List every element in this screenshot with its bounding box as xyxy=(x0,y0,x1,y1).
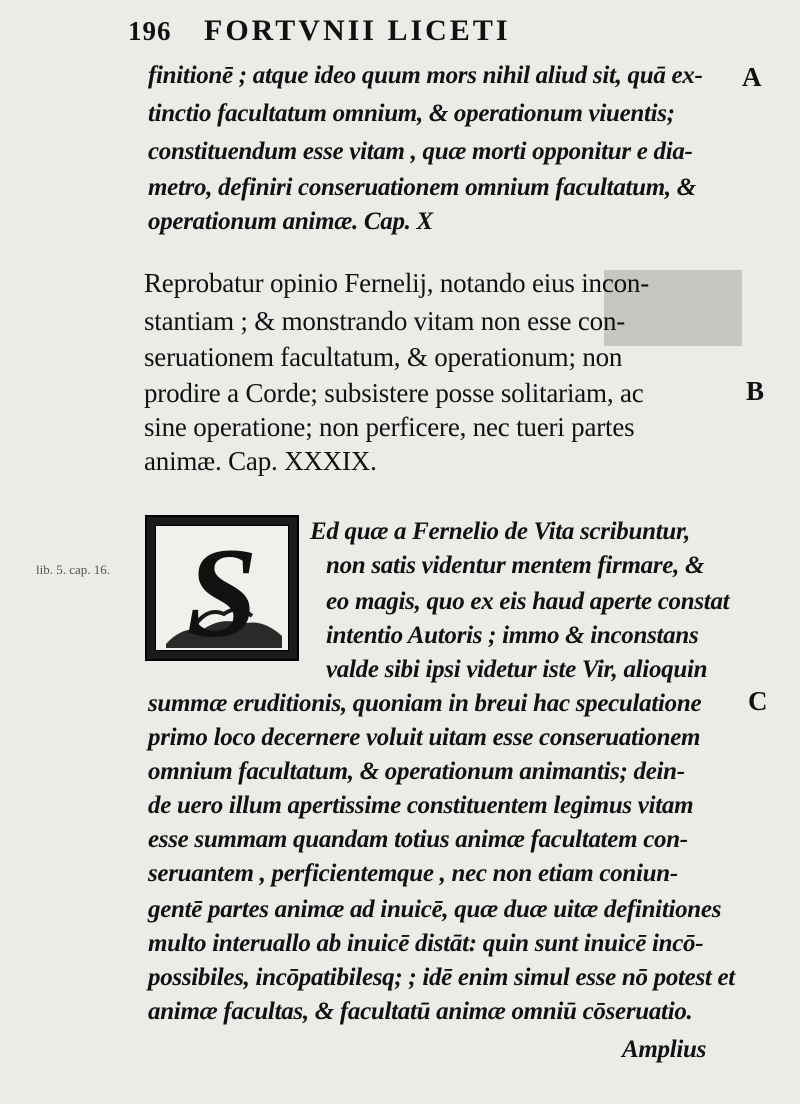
initial-frame xyxy=(155,522,289,664)
text-line: metro, definiri conseruationem omnium facultatum, & xyxy=(148,174,696,201)
text-line: seruantem , perficientemque , nec non etiam coniun- xyxy=(148,860,678,887)
text-line: esse summam quandam totius animæ facultatem con- xyxy=(148,826,688,853)
margin-letter-a: A xyxy=(742,62,762,92)
heading-line: seruationem facultatum, & operationum; non xyxy=(144,342,623,372)
text-line: non satis videntur mentem firmare, & xyxy=(326,552,705,579)
decorated-initial xyxy=(145,515,299,664)
heading-line: prodire a Corde; subsistere posse solitariam, ac xyxy=(144,378,644,408)
text-line: valde sibi ipsi videtur iste Vir, alioquin xyxy=(326,656,708,683)
text-line: animæ facultas, & facultatū animæ omniū cōseruatio. xyxy=(148,998,693,1025)
margin-reference: lib. 5. cap. 16. xyxy=(36,562,111,577)
text-line: summæ eruditionis, quoniam in breui hac speculatione xyxy=(148,690,702,717)
page-number: 196 xyxy=(128,16,172,46)
initial-letter: S xyxy=(186,522,258,664)
text-line: possibiles, incōpatibilesq; ; idē enim simul esse nō potest et xyxy=(148,964,735,991)
text-line: primo loco decernere voluit uitam esse conseruationem xyxy=(148,724,701,751)
text-line: Ed quæ a Fernelio de Vita scribuntur, xyxy=(310,518,690,545)
heading-line: sine operatione; non perficere, nec tueri partes xyxy=(144,412,635,442)
catchword: Amplius xyxy=(622,1036,707,1063)
margin-letter-c: C xyxy=(748,686,768,716)
text-line: eo magis, quo ex eis haud aperte constat xyxy=(326,588,730,615)
text-line: multo interuallo ab inuicē distāt: quin sunt inuicē incō- xyxy=(148,930,704,957)
text-line: finitionē ; atque ideo quum mors nihil aliud sit, quā ex- xyxy=(148,62,703,89)
heading-line: stantiam ; & monstrando vitam non esse con- xyxy=(144,306,626,336)
text-line: intentio Autoris ; immo & inconstans xyxy=(326,622,699,649)
page-header xyxy=(128,10,608,46)
margin-letter-b: B xyxy=(746,376,765,406)
heading-line: Reprobatur opinio Fernelij, notando eius incon- xyxy=(144,268,649,298)
heading-line: animæ. Cap. XXXIX. xyxy=(144,446,377,476)
text-line: constituendum esse vitam , quæ morti opponitur e dia- xyxy=(148,138,693,165)
text-line: tinctio facultatum omnium, & operationum viuentis; xyxy=(148,100,675,127)
text-line: omnium facultatum, & operationum animantis; dein- xyxy=(148,758,685,785)
text-line: operationum animæ. Cap. X xyxy=(148,208,433,235)
text-line: gentē partes animæ ad inuicē, quæ duæ uitæ definitiones xyxy=(148,896,722,923)
text-line: de uero illum apertissime constituentem legimus vitam xyxy=(148,792,694,819)
running-title: FORTVNII LICETI xyxy=(204,14,511,47)
